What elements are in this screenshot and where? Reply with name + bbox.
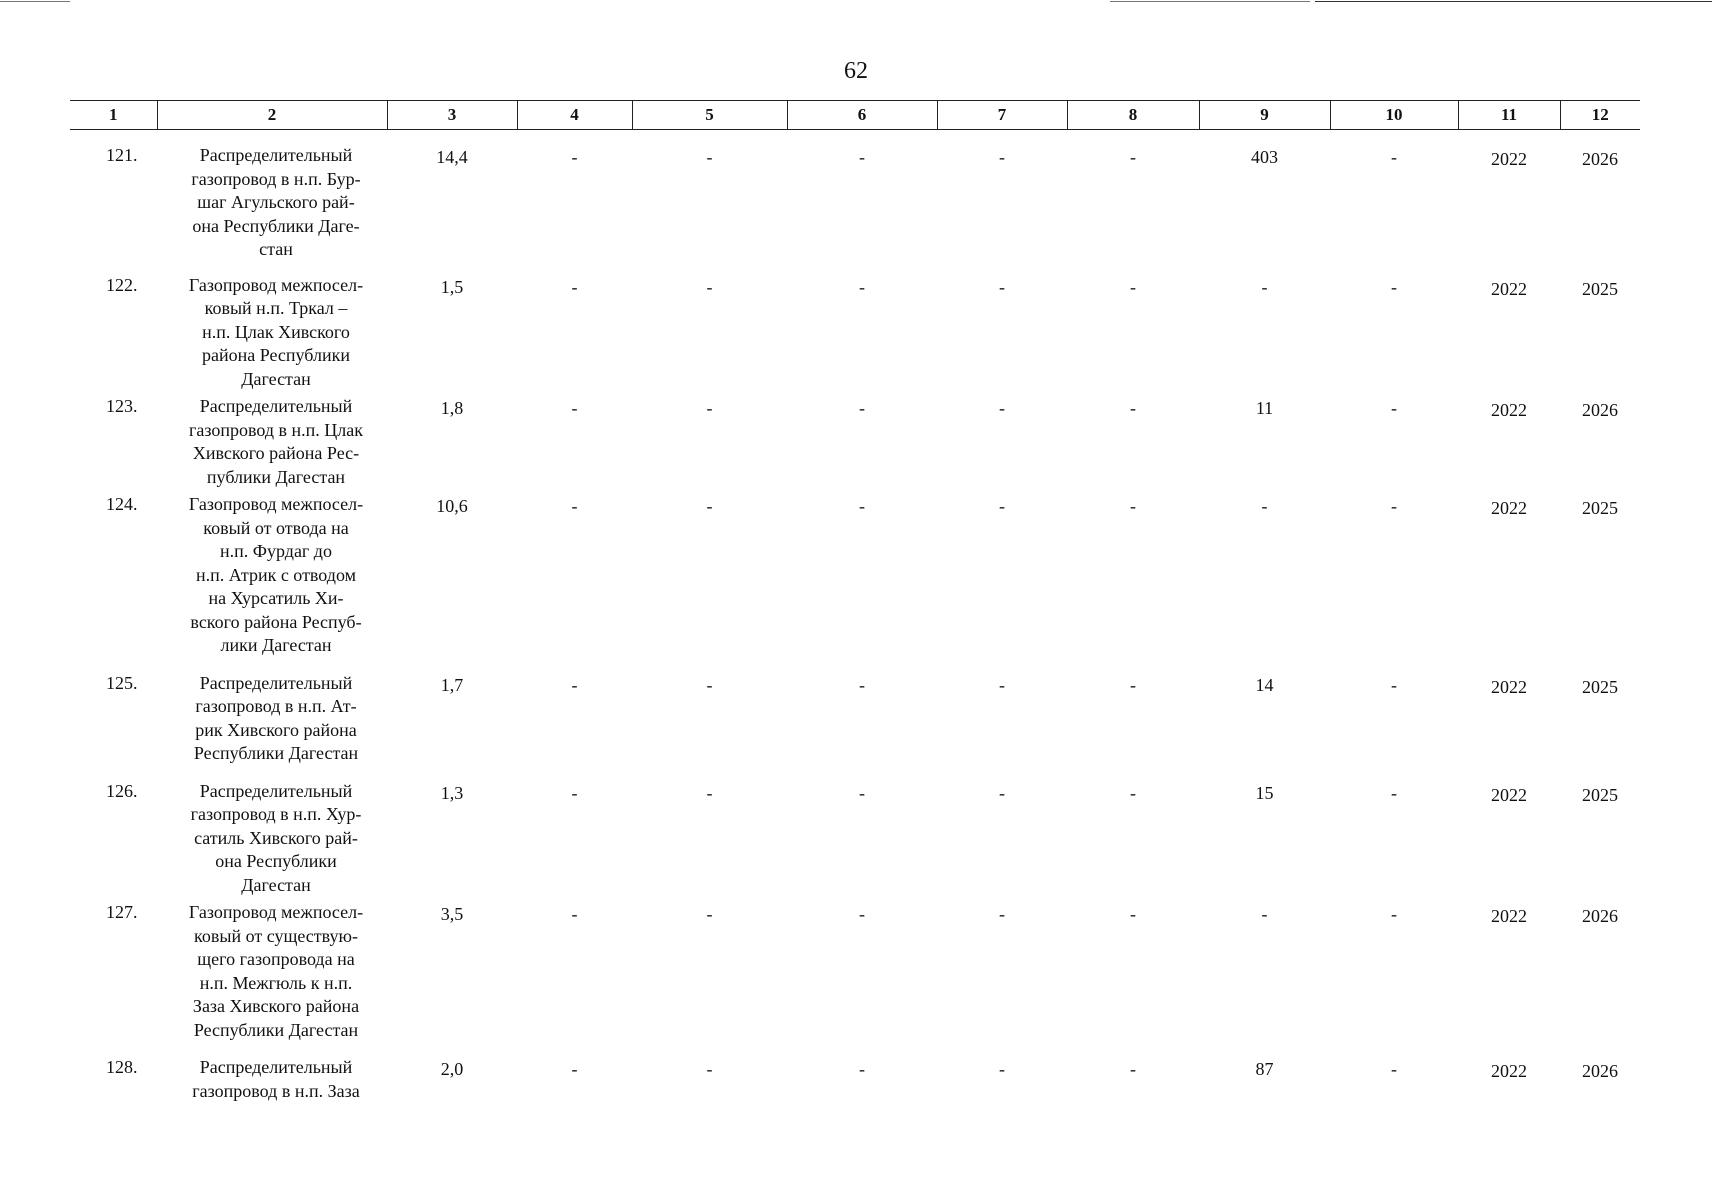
start-year: 2022 <box>1491 498 1527 518</box>
value-c5: - <box>706 496 713 516</box>
object-name <box>157 1056 387 1103</box>
value-c7: - <box>999 398 1005 418</box>
value-c5: - <box>706 276 713 297</box>
table-row <box>70 901 1640 1042</box>
value-c8: - <box>1130 904 1136 924</box>
value-c6: - <box>859 147 865 167</box>
column-header: 4 <box>517 101 632 130</box>
object-name-line: Газопровод межпосел- <box>188 494 364 514</box>
object-name-line: Дагестан <box>241 368 311 389</box>
object-name-line: Распределительный <box>199 145 353 165</box>
object-name-line: Распределительный <box>199 1057 353 1077</box>
column-header: 9 <box>1199 101 1330 130</box>
value-c3: 1,8 <box>440 398 464 418</box>
table-body <box>70 130 1640 1104</box>
value-c8: - <box>1130 147 1136 167</box>
table-row <box>70 395 1640 489</box>
end-year: 2025 <box>1582 784 1618 805</box>
row-number: 123. <box>106 396 138 416</box>
end-year: 2025 <box>1582 278 1618 299</box>
table-row <box>70 780 1640 898</box>
object-name-line: газопровод в н.п. Ат- <box>195 696 357 716</box>
end-year: 2025 <box>1582 676 1618 697</box>
value-c6: - <box>859 1059 865 1079</box>
value-c10: - <box>1391 782 1397 803</box>
object-name-line: Газопровод межпосел- <box>188 274 364 295</box>
object-name-line: стан <box>259 239 293 259</box>
object-name-line: Распределительный <box>199 780 353 801</box>
row-number: 122. <box>106 274 138 295</box>
value-c8: - <box>1130 1059 1136 1079</box>
value-c5: - <box>706 904 713 924</box>
spacer-row <box>70 766 1640 780</box>
value-c7: - <box>999 496 1005 516</box>
column-header: 1 <box>70 101 157 130</box>
value-c4: - <box>571 398 578 418</box>
start-year: 2022 <box>1491 149 1527 169</box>
object-name <box>157 493 387 658</box>
scan-artifact-line <box>1315 1 1712 2</box>
value-c3: 10,6 <box>436 496 468 516</box>
object-name-line: ковый н.п. Тркал – <box>204 298 348 318</box>
object-name-line: Распределительный <box>199 672 353 693</box>
table-row <box>70 144 1640 262</box>
value-c7: - <box>999 674 1005 695</box>
row-number: 121. <box>106 145 138 165</box>
value-c7: - <box>999 1059 1005 1079</box>
end-year: 2026 <box>1582 400 1618 420</box>
value-c9: 403 <box>1251 147 1278 167</box>
row-number: 128. <box>106 1057 138 1077</box>
object-name <box>157 395 387 489</box>
value-c4: - <box>571 1059 578 1079</box>
object-name <box>157 274 387 392</box>
value-c7: - <box>999 904 1005 924</box>
value-c10: - <box>1391 674 1397 695</box>
value-c6: - <box>859 904 865 924</box>
object-name-line: газопровод в н.п. Хур- <box>190 804 362 824</box>
object-name-line: Хивского района Рес- <box>192 443 360 463</box>
row-number: 124. <box>106 494 138 514</box>
value-c4: - <box>571 276 578 297</box>
value-c4: - <box>571 674 578 695</box>
object-name-line: газопровод в н.п. Заза <box>192 1080 360 1101</box>
row-number: 127. <box>106 902 138 922</box>
column-header: 10 <box>1330 101 1458 130</box>
object-name-line: сатиль Хивского рай- <box>194 827 358 848</box>
page-number: 62 <box>844 58 868 84</box>
data-table <box>70 100 1640 1103</box>
value-c4: - <box>571 496 578 516</box>
value-c5: - <box>706 147 713 167</box>
value-c4: - <box>571 904 578 924</box>
object-name-line: Республики Дагестан <box>193 1019 359 1040</box>
scan-artifact-line <box>0 1 70 2</box>
end-year: 2025 <box>1582 498 1618 518</box>
value-c9: - <box>1261 904 1268 924</box>
value-c6: - <box>859 782 865 803</box>
start-year: 2022 <box>1491 784 1527 805</box>
object-name-line: она Республики <box>215 851 337 871</box>
value-c8: - <box>1130 782 1136 803</box>
value-c9: - <box>1261 496 1268 516</box>
value-c5: - <box>706 782 713 803</box>
value-c6: - <box>859 398 865 418</box>
value-c9: 15 <box>1255 782 1274 803</box>
object-name <box>157 901 387 1042</box>
object-name-line: н.п. Цлак Хивского <box>202 321 350 342</box>
value-c9: 87 <box>1255 1059 1274 1079</box>
start-year: 2022 <box>1491 278 1527 299</box>
scan-artifact-line <box>1110 1 1310 2</box>
object-name-line: Республики Дагестан <box>193 743 359 763</box>
value-c7: - <box>999 147 1005 167</box>
value-c9: 14 <box>1255 674 1274 695</box>
value-c8: - <box>1130 496 1136 516</box>
object-name-line: н.п. Атрик с отводом <box>195 564 356 585</box>
column-header: 2 <box>157 101 387 130</box>
spacer-row <box>70 658 1640 672</box>
object-name-line: газопровод в н.п. Бур- <box>191 168 361 189</box>
object-name <box>157 144 387 262</box>
start-year: 2022 <box>1491 1061 1527 1081</box>
start-year: 2022 <box>1491 906 1527 926</box>
value-c8: - <box>1130 276 1136 297</box>
value-c9: - <box>1261 276 1268 297</box>
table-row <box>70 493 1640 658</box>
value-c10: - <box>1391 276 1397 297</box>
value-c4: - <box>571 782 578 803</box>
table-row <box>70 672 1640 766</box>
object-name-line: Дагестан <box>241 874 311 895</box>
value-c3: 14,4 <box>436 147 468 167</box>
row-number: 125. <box>106 672 138 693</box>
object-name-line: она Республики Даге- <box>192 215 360 236</box>
value-c10: - <box>1391 904 1397 924</box>
value-c5: - <box>706 398 713 418</box>
spacer-row <box>70 262 1640 274</box>
value-c6: - <box>859 276 865 297</box>
column-header: 5 <box>632 101 787 130</box>
object-name-line: рик Хивского района <box>195 719 357 740</box>
end-year: 2026 <box>1582 906 1618 926</box>
value-c6: - <box>859 674 865 695</box>
value-c3: 1,7 <box>440 674 464 695</box>
value-c5: - <box>706 674 713 695</box>
value-c3: 3,5 <box>440 904 464 924</box>
value-c10: - <box>1391 496 1397 516</box>
value-c3: 1,3 <box>440 782 464 803</box>
object-name-line: н.п. Фурдаг до <box>220 541 332 561</box>
spacer-row <box>70 130 1640 145</box>
column-header: 8 <box>1067 101 1199 130</box>
object-name-line: вского района Респуб- <box>190 611 362 632</box>
table-header-row <box>70 101 1640 130</box>
column-header: 12 <box>1560 101 1640 130</box>
object-name-line: ковый от существую- <box>194 925 358 946</box>
table-row <box>70 1056 1640 1103</box>
object-name-line: ковый от отвода на <box>203 517 349 538</box>
spacer-row <box>70 1042 1640 1056</box>
value-c3: 2,0 <box>440 1059 464 1079</box>
value-c10: - <box>1391 1059 1397 1079</box>
object-name-line: лики Дагестан <box>220 635 332 655</box>
object-name-line: Заза Хивского района <box>192 996 360 1016</box>
value-c3: 1,5 <box>440 276 464 297</box>
object-name-line: н.п. Межгюль к н.п. <box>199 972 353 993</box>
row-number: 126. <box>106 780 138 801</box>
value-c8: - <box>1130 674 1136 695</box>
object-name-line: щего газопровода на <box>197 949 355 969</box>
column-header: 6 <box>787 101 937 130</box>
value-c4: - <box>571 147 578 167</box>
object-name-line: района Республики <box>201 345 351 365</box>
object-name-line: шаг Агульского рай- <box>197 192 355 212</box>
value-c9: 11 <box>1255 398 1274 418</box>
value-c7: - <box>999 276 1005 297</box>
value-c5: - <box>706 1059 713 1079</box>
column-header: 11 <box>1458 101 1560 130</box>
object-name <box>157 672 387 766</box>
object-name-line: газопровод в н.п. Цлак <box>188 419 363 440</box>
object-name-line: Распределительный <box>199 396 353 416</box>
value-c10: - <box>1391 398 1397 418</box>
start-year: 2022 <box>1491 400 1527 420</box>
start-year: 2022 <box>1491 676 1527 697</box>
table-row <box>70 274 1640 392</box>
object-name-line: публики Дагестан <box>206 466 346 487</box>
end-year: 2026 <box>1582 1061 1618 1081</box>
value-c6: - <box>859 496 865 516</box>
value-c8: - <box>1130 398 1136 418</box>
column-header: 3 <box>387 101 517 130</box>
object-name <box>157 780 387 898</box>
object-name-line: Газопровод межпосел- <box>188 902 364 922</box>
value-c7: - <box>999 782 1005 803</box>
value-c10: - <box>1391 147 1397 167</box>
end-year: 2026 <box>1582 149 1618 169</box>
object-name-line: на Хурсатиль Хи- <box>208 588 344 608</box>
column-header: 7 <box>937 101 1067 130</box>
